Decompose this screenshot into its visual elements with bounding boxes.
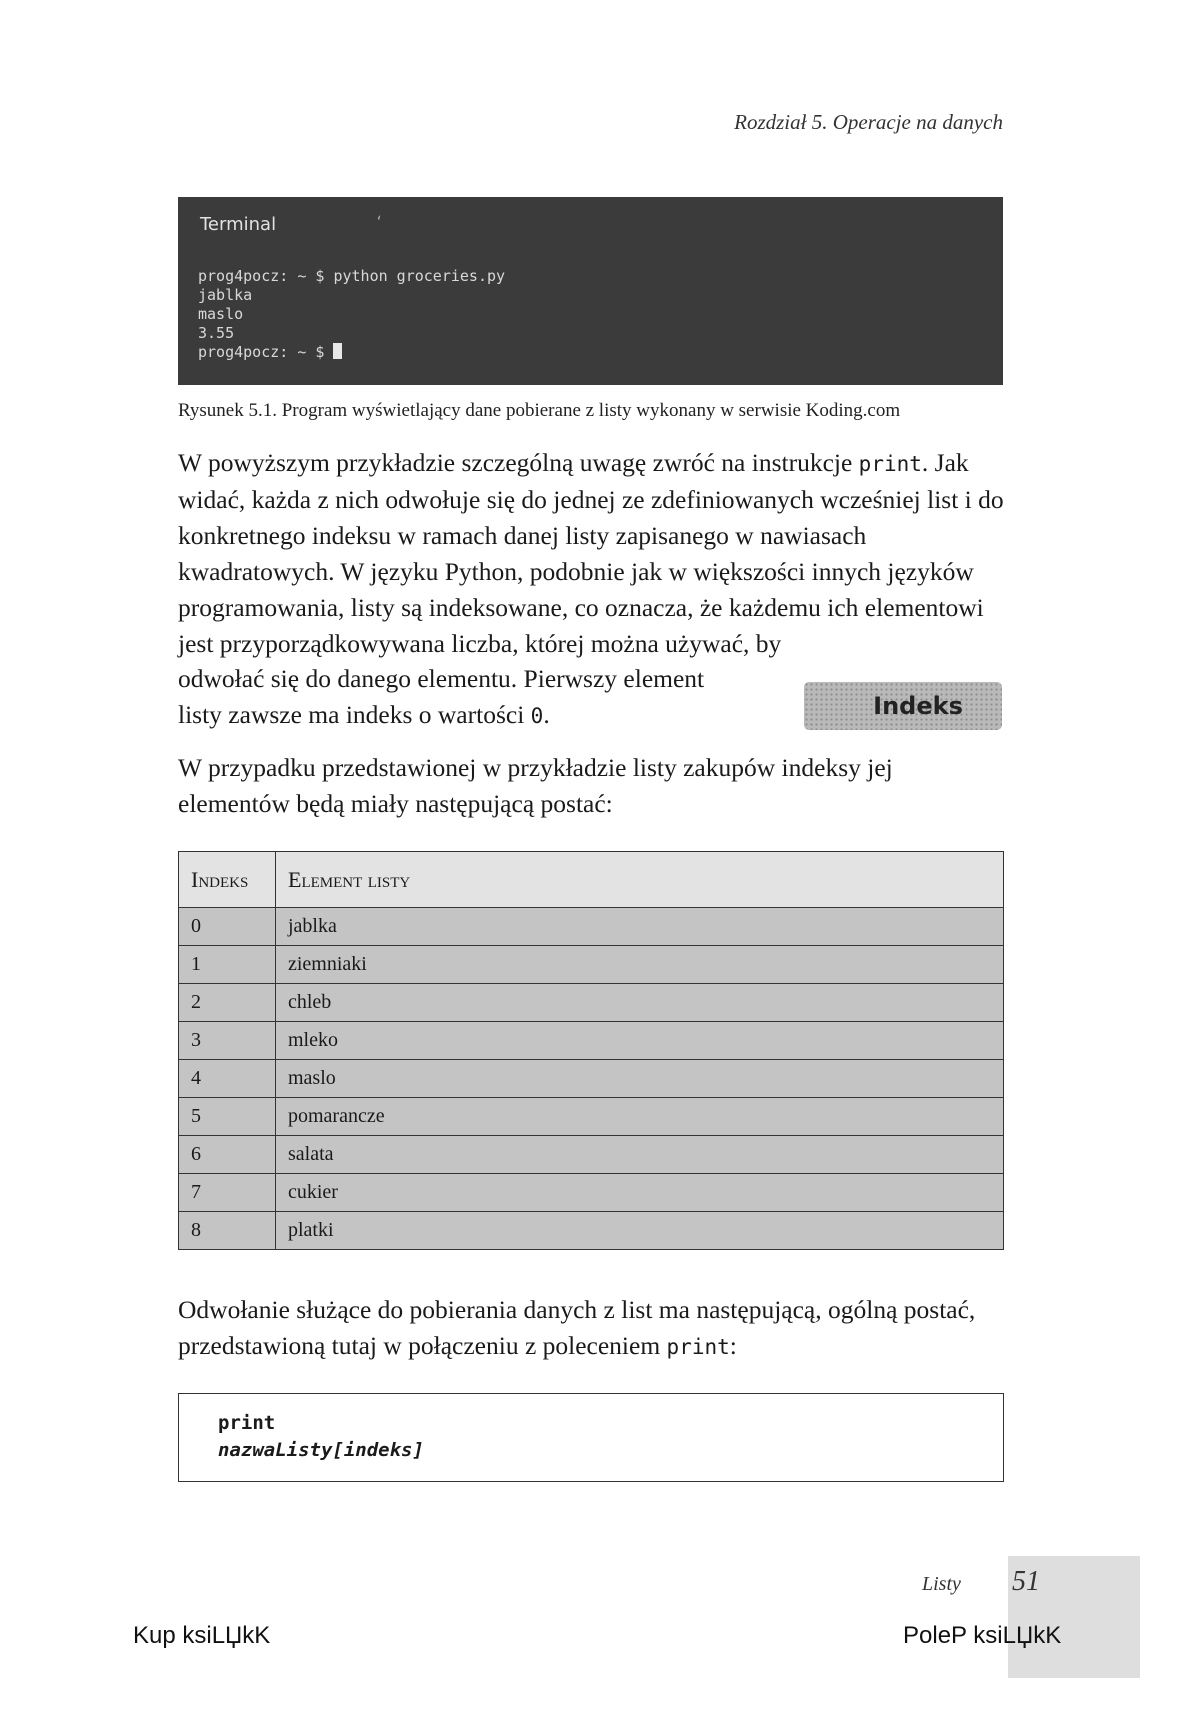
figure-caption: Rysunek 5.1. Program wyświetlający dane pobierane z listy wykonany w serwisie Koding.com <box>178 400 901 421</box>
paragraph-text: odwołać się do danego elementu. Pierwszy element <box>178 664 705 693</box>
table-header-index: Indeks <box>179 852 276 908</box>
terminal-line: 3.55 <box>198 324 235 342</box>
index-table <box>178 851 1004 1250</box>
code-line-expression: nazwaListy[indeks] <box>218 1439 424 1461</box>
table-cell-element: platki <box>276 1212 1004 1250</box>
sidebar-term-label: Indeks <box>873 692 963 720</box>
paragraph-text: listy zawsze ma indeks o wartości <box>178 700 531 729</box>
table-row <box>179 1098 1004 1136</box>
table-row <box>179 1174 1004 1212</box>
terminal-line: jablka <box>198 286 253 304</box>
paragraph-text: W powyższym przykładzie szczególną uwagę zwróć na instrukcje <box>178 448 859 477</box>
terminal-line: maslo <box>198 305 244 323</box>
terminal-output <box>198 267 505 362</box>
terminal-title: Terminal <box>200 214 277 235</box>
paragraph-intro-end <box>178 661 778 734</box>
paragraph-text: . Jak widać, każda z nich odwołuje się do jednej ze zdefiniowanych wcześniej list i do konkretnego indeksu w ramach danej listy zapisanego w nawiasach kwadratowych. W języku Python, podobnie jak w większości innych języków programowania, listy są indeksowane, co oznacza, że każdemu ich elementowi jest przyporządkowywana liczba, której można używać, by <box>178 448 1004 658</box>
table-cell-element: jablka <box>276 908 1004 946</box>
code-line-keyword: print <box>218 1412 276 1434</box>
table-row <box>179 1212 1004 1250</box>
table-cell-index: 7 <box>179 1174 276 1212</box>
table-cell-index: 0 <box>179 908 276 946</box>
table-cell-element: cukier <box>276 1174 1004 1212</box>
paragraph-syntax-intro <box>178 1292 1008 1365</box>
table-cell-index: 3 <box>179 1022 276 1060</box>
table-row <box>179 908 1004 946</box>
terminal-title-mark: ʻ <box>375 215 383 230</box>
table-row <box>179 1022 1004 1060</box>
table-row <box>179 984 1004 1022</box>
table-cell-index: 1 <box>179 946 276 984</box>
paragraph-text: Odwołanie służące do pobierania danych z list ma następującą, ogólną postać, przedstawioną tutaj w połączeniu z poleceniem <box>178 1295 976 1360</box>
inline-code: print <box>858 452 922 476</box>
inline-code: 0 <box>530 704 544 728</box>
table-header-row <box>179 852 1004 908</box>
table-cell-element: maslo <box>276 1060 1004 1098</box>
table-cell-index: 4 <box>179 1060 276 1098</box>
table-cell-element: pomarancze <box>276 1098 1004 1136</box>
inline-code: print <box>666 1335 730 1359</box>
table-cell-element: ziemniaki <box>276 946 1004 984</box>
table-cell-element: mleko <box>276 1022 1004 1060</box>
paragraph-line <box>178 697 778 734</box>
table-header-element: Element listy <box>276 852 1004 908</box>
paragraph-text: . <box>543 700 550 729</box>
terminal-prompt-line <box>198 343 505 362</box>
sidebar-term-box <box>804 682 1002 730</box>
table-row <box>179 1136 1004 1174</box>
table-cell-element: chleb <box>276 984 1004 1022</box>
buy-book-link[interactable]: Kup ksiLЏkK <box>133 1622 271 1649</box>
footer-section-title: Listy <box>922 1573 961 1595</box>
code-block <box>178 1393 1004 1482</box>
table-cell-index: 8 <box>179 1212 276 1250</box>
table-cell-index: 5 <box>179 1098 276 1136</box>
table-row <box>179 1060 1004 1098</box>
terminal-line: prog4pocz: ~ $ python groceries.py <box>198 267 506 285</box>
rate-book-link[interactable]: PoleP ksiLЏkK <box>903 1622 1062 1649</box>
paragraph-table-intro: W przypadku przedstawionej w przykładzie listy zakupów indeksy jej elementów będą miały następującą postać: <box>178 753 893 818</box>
terminal-screenshot <box>178 197 1003 385</box>
table-cell-index: 6 <box>179 1136 276 1174</box>
paragraph-text: : <box>729 1331 737 1360</box>
table-row <box>179 946 1004 984</box>
terminal-cursor <box>333 343 342 359</box>
terminal-prompt: prog4pocz: ~ $ <box>198 343 334 361</box>
running-header: Rozdział 5. Operacje na danych <box>734 110 1003 134</box>
paragraph-intro <box>178 445 1008 662</box>
table-cell-index: 2 <box>179 984 276 1022</box>
table-cell-element: salata <box>276 1136 1004 1174</box>
page-number: 51 <box>1012 1566 1040 1597</box>
